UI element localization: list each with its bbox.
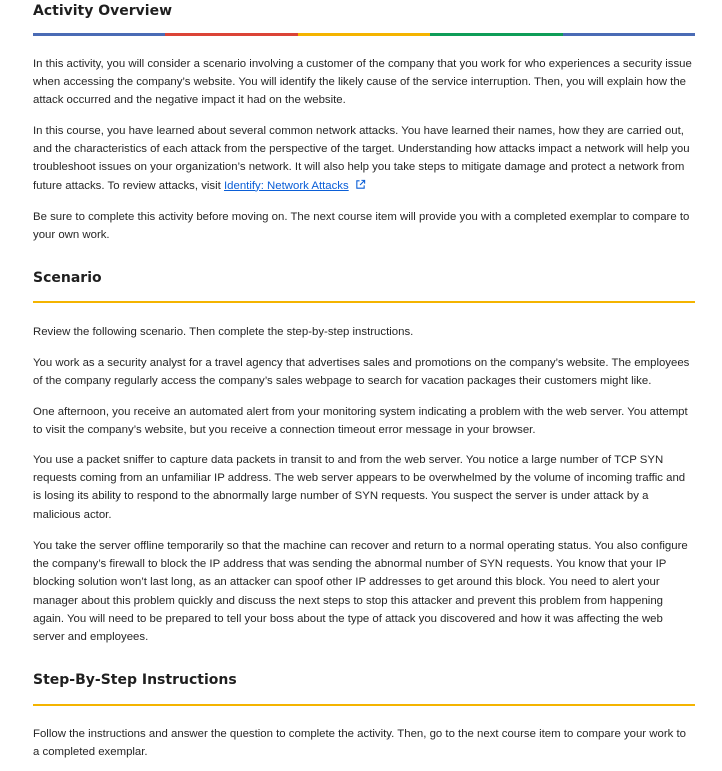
activity-overview-heading: Activity Overview — [33, 3, 173, 19]
identify-network-attacks-link[interactable]: Identify: Network Attacks — [223, 179, 349, 192]
scenario-paragraph-review: Review the following scenario. Then complete the step-by-step instructions. — [33, 326, 414, 338]
activity-overview-divider — [33, 33, 695, 36]
overview-paragraph-intro: In this activity, you will consider a scenario involving a customer of the company that you work for who experiences a security issue when accessing the company’s website. You will identify the likely cause of the service interruption. Then, you will explain how the attack occurred and the negative impact it had on the website. — [33, 58, 692, 107]
divider-segment-blue — [33, 33, 165, 36]
scenario-paragraph-sniffer: You use a packet sniffer to capture data packets in transit to and from the web server. You notice a large number of TCP SYN requests coming from an unfamiliar IP address. The web server appears to be overwhelmed by the volume of incoming traffic and is losing its ability to respond to the abnormally large number of SYN requests. You suspect the server is under attack by a malicious actor. — [33, 454, 686, 521]
divider-segment-blue-2 — [563, 33, 695, 36]
external-link-icon[interactable] — [355, 178, 366, 196]
scenario-heading: Scenario — [33, 270, 102, 286]
instructions-divider — [33, 704, 695, 706]
divider-segment-yellow — [298, 33, 430, 36]
overview-paragraph-complete: Be sure to complete this activity before moving on. The next course item will provide you with a completed exemplar to compare to your own work. — [33, 211, 690, 242]
divider-segment-green — [430, 33, 562, 36]
scenario-paragraph-role: You work as a security analyst for a travel agency that advertises sales and promotions on the company’s website. The employees of the company regularly access the company’s sales webpage to search for vacation packages their customers might like. — [33, 357, 690, 388]
overview-attacks-text: In this course, you have learned about several common network attacks. You have learned their names, how they are carried out, and the characteristics of each attack from the perspective of the target. Understanding how attacks impact a network will help you troubleshoot issues on your organization’s network. It will also help you take steps to mitigate damage and protect a network from future attacks. To review attacks, visit — [33, 125, 690, 192]
instructions-heading: Step-By-Step Instructions — [33, 672, 237, 688]
scenario-paragraph-offline: You take the server offline temporarily so that the machine can recover and return to a normal operating status. You also configure the company’s firewall to block the IP address that was sending the abnormal number of SYN requests. You know that your IP blocking solution won’t last long, as an attacker can spoof other IP addresses to get around this block. You need to alert your manager about this problem quickly and discuss the next steps to stop this attacker and prevent this problem from happening again. You will need to be prepared to tell your boss about the type of attack you discovered and how it was affecting the web server and employees. — [33, 540, 688, 644]
divider-segment-red — [165, 33, 297, 36]
scenario-paragraph-alert: One afternoon, you receive an automated alert from your monitoring system indicating a problem with the web server. You attempt to visit the company’s website, but you receive a connection timeout error message in your browser. — [33, 406, 688, 437]
scenario-divider — [33, 301, 695, 303]
overview-paragraph-attacks — [33, 122, 695, 196]
instructions-paragraph-follow: Follow the instructions and answer the question to complete the activity. Then, go to the next course item to compare your work to a completed exemplar. — [33, 728, 686, 759]
